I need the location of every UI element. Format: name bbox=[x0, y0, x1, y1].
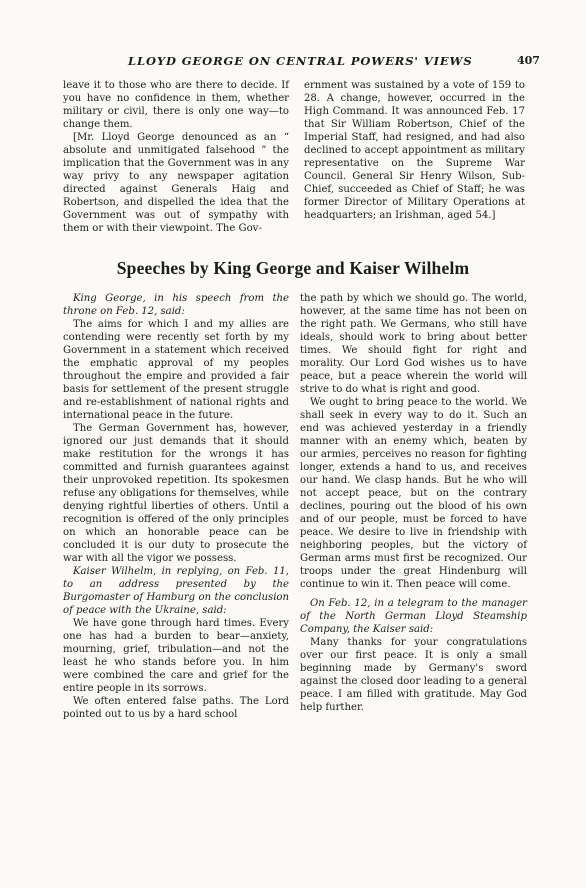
page-number: 407 bbox=[517, 54, 540, 67]
paragraph: We ought to bring peace to the world. We shall seek in every way to do it. Such an end was achieved yesterday in a friendly manner with an enemy which, beaten by our armies, perceives no reason for fighting longer, extends a hand to us, and receives our hand. We clasp hands. But he who will not accept peace, but on the contrary declines, pouring out the blood of his own and of our people, must be forced to have peace. We desire to live in friendship with neighboring peoples, but the victory of German arms must first be recognized. Our troops under the great Hindenburg will continue to win it. Then peace will come. bbox=[300, 397, 527, 590]
paragraph: Many thanks for your congratulations over our first peace. It is only a small beginning made by Germany's sword against the closed door leading to a general peace. I am filled with gratitude. May God help further. bbox=[300, 637, 527, 713]
speech-intro: Kaiser Wilhelm, in replying, on Feb. 11, to an address presented by the Burgomaster of Hamburg on the conclusion of peace with the Ukraine, said: bbox=[63, 566, 289, 616]
paragraph: [Mr. Lloyd George denounced as an “ absolute and unmitigated falsehood ” the implication that the Government was in any way privy to any newspaper agitation directed against Generals Haig and Robertson, and dispelled the idea that the Government was out of sympathy with them or with their viewpoint. The Gov- bbox=[63, 132, 289, 234]
paragraph: We often entered false paths. The Lord pointed out to us by a hard school bbox=[63, 696, 289, 720]
paragraph: leave it to those who are there to decide. If you have no confidence in them, whether military or civil, there is only one way—to change them. bbox=[63, 80, 289, 130]
speech-intro: King George, in his speech from the throne on Feb. 12, said: bbox=[63, 293, 289, 317]
top-left-column bbox=[63, 79, 289, 235]
running-header bbox=[0, 54, 586, 68]
paragraph: We have gone through hard times. Every one has had a burden to bear—anxiety, mourning, grief, tribulation—and not the least he who stands before you. In him were combined the care and grief for the entire people in its sorrows. bbox=[63, 618, 289, 694]
speech-intro: On Feb. 12, in a telegram to the manager of the North German Lloyd Steamship Company, the Kaiser said: bbox=[300, 598, 527, 635]
paragraph: The German Government has, however, ignored our just demands that it should make restitution for the wrongs it has committed and furnish guarantees against their unprovoked repetition. Its spokesmen refuse any obligations for themselves, while denying rightful liberties of others. Until a recognition is offered of the only principles on which an honorable peace can be concluded it is our duty to prosecute the war with all the vigor we possess. bbox=[63, 423, 289, 564]
paragraph: ernment was sustained by a vote of 159 to 28. A change, however, occurred in the High Command. It was announced Feb. 17 that Sir William Robertson, Chief of the Imperial Staff, had resigned, and had also declined to accept appointment as military representative on the Supreme War Council. General Sir Henry Wilson, Sub-Chief, succeeded as Chief of Staff; he was former Director of Military Operations at headquarters; an Irishman, aged 54.] bbox=[304, 80, 525, 221]
running-title: LLOYD GEORGE ON CENTRAL POWERS' VIEWS bbox=[128, 54, 473, 68]
bottom-right-column bbox=[300, 292, 527, 714]
section-headline: Speeches by King George and Kaiser Wilhelm bbox=[116, 258, 470, 278]
paragraph: the path by which we should go. The world, however, at the same time has not been on the right path. We Germans, who still have ideals, should work to bring about better times. We should fight for right and morality. Our Lord God wishes us to have peace, but a peace wherein the world will strive to do what is right and good. bbox=[300, 293, 527, 395]
bottom-left-column bbox=[63, 292, 289, 721]
paragraph: The aims for which I and my allies are contending were recently set forth by my Government in a statement which received the emphatic approval of my peoples throughout the empire and provided a fair basis for settlement of the present struggle and re-establishment of national rights and international peace in the future. bbox=[63, 319, 289, 421]
top-right-column bbox=[304, 79, 525, 222]
